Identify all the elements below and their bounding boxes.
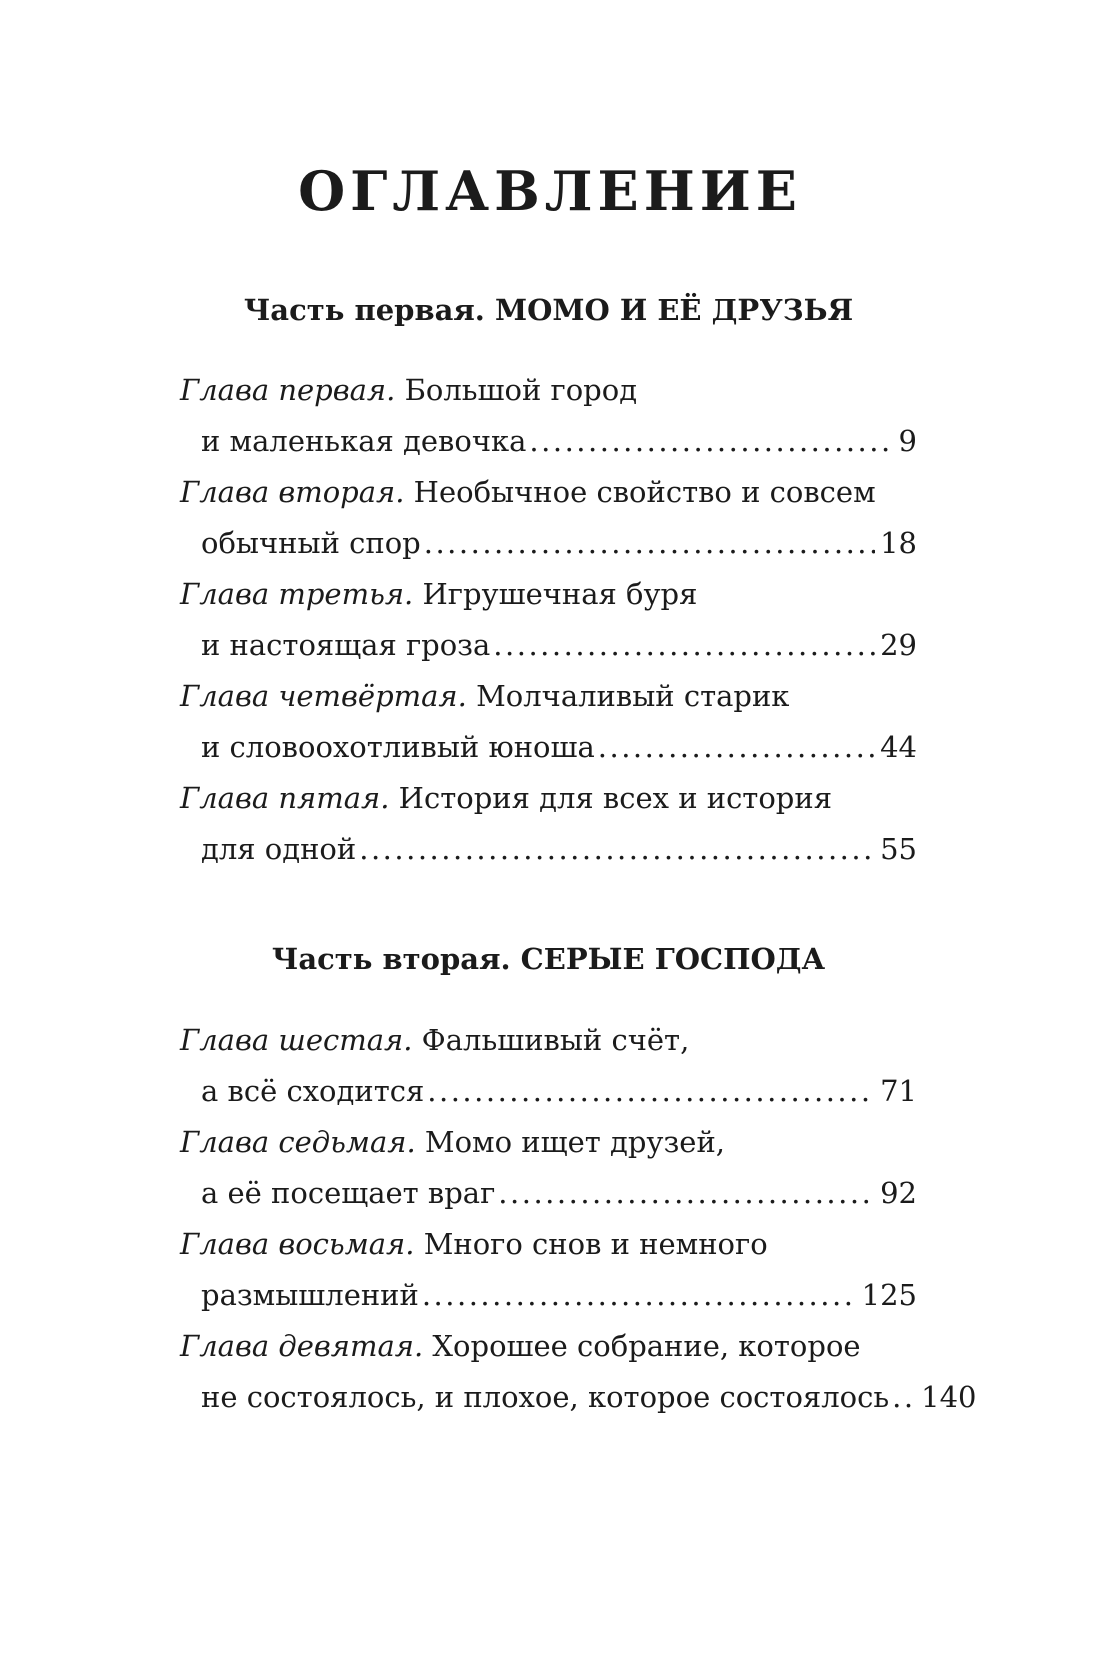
dot-leader (419, 1270, 857, 1321)
entry-title: Необычное свойство и совсем (413, 475, 876, 510)
entry-line1 (180, 671, 917, 722)
toc-entry (180, 671, 917, 773)
toc-entry (180, 569, 917, 671)
toc-entry (180, 1321, 977, 1423)
entry-title-continued: не состоялось, и плохое, которое состоялось (201, 1379, 890, 1414)
page-number: 18 (880, 526, 917, 561)
entry-line2 (180, 518, 917, 569)
entry-line1 (180, 1219, 917, 1270)
entry-line1 (180, 1117, 917, 1168)
entry-line1 (180, 467, 917, 518)
chapter-label: Глава пятая. (180, 781, 390, 816)
chapter-label: Глава четвёртая. (180, 679, 467, 714)
toc-content (180, 292, 977, 1423)
page-number: 140 (921, 1379, 977, 1414)
toc-entry (180, 467, 917, 569)
page-number: 92 (880, 1175, 917, 1210)
chapter-label: Глава третья. (180, 577, 414, 612)
entry-title-continued: для одной (201, 832, 357, 867)
entry-title: Молчаливый старик (476, 679, 790, 714)
chapter-label: Глава вторая. (180, 475, 405, 510)
section-heading: Часть вторая. СЕРЫЕ ГОСПОДА (271, 942, 826, 977)
dot-leader (490, 620, 875, 671)
chapter-label: Глава восьмая. (180, 1226, 415, 1261)
entry-title-continued: и словоохотливый юноша (201, 730, 595, 765)
entry-title-continued: и маленькая девочка (201, 424, 527, 459)
page-number: 9 (898, 424, 917, 459)
entry-title: История для всех и история (398, 781, 832, 816)
entry-line2 (180, 722, 917, 773)
entry-title: Большой город (404, 373, 638, 408)
dot-leader (526, 416, 893, 467)
entry-title-continued: обычный спор (201, 526, 421, 561)
page-title: ОГЛАВЛЕНИЕ (298, 159, 802, 223)
entry-line2 (180, 824, 917, 875)
entry-line1 (180, 1321, 917, 1372)
chapter-label: Глава шестая. (180, 1022, 413, 1057)
entry-line2 (180, 1168, 917, 1219)
entry-title: Хорошее собрание, которое (432, 1328, 861, 1363)
toc-entry (180, 1219, 917, 1321)
entry-title: Много снов и немного (423, 1226, 768, 1261)
chapter-label: Глава первая. (180, 373, 396, 408)
dot-leader (424, 1066, 875, 1117)
toc-section-part2 (180, 941, 977, 1423)
toc-entry (180, 365, 917, 467)
toc-entry (180, 773, 917, 875)
dot-leader (356, 824, 875, 875)
dot-leader (495, 1168, 875, 1219)
page-number: 55 (880, 832, 917, 867)
entry-line1 (180, 773, 917, 824)
chapter-label: Глава девятая. (180, 1328, 424, 1363)
entry-title-continued: размышлений (201, 1277, 419, 1312)
toc-entry (180, 1117, 917, 1219)
toc-section-part1 (180, 292, 917, 876)
dot-leader (889, 1372, 916, 1423)
section-heading: Часть первая. МОМО И ЕЁ ДРУЗЬЯ (243, 292, 854, 327)
entry-line2 (180, 620, 917, 671)
entry-line1 (180, 569, 917, 620)
entry-line2 (180, 1270, 917, 1321)
entry-line2 (180, 416, 917, 467)
entry-title-continued: а её посещает враг (201, 1175, 496, 1210)
page-number: 44 (880, 730, 917, 765)
entry-title: Игрушечная буря (422, 577, 698, 612)
entry-line2 (180, 1372, 977, 1423)
entry-line1 (180, 365, 917, 416)
entry-line2 (180, 1066, 917, 1117)
page-number: 71 (880, 1073, 917, 1108)
page-number: 29 (880, 628, 917, 663)
entry-title-continued: а всё сходится (201, 1073, 425, 1108)
chapter-label: Глава седьмая. (180, 1124, 416, 1159)
dot-leader (421, 518, 875, 569)
entry-title: Момо ищет друзей, (424, 1124, 726, 1159)
page-number: 125 (861, 1277, 917, 1312)
entry-title: Фальшивый счёт, (421, 1022, 690, 1057)
dot-leader (595, 722, 875, 773)
entry-title-continued: и настоящая гроза (201, 628, 491, 663)
toc-entry (180, 1015, 917, 1117)
entry-line1 (180, 1015, 917, 1066)
